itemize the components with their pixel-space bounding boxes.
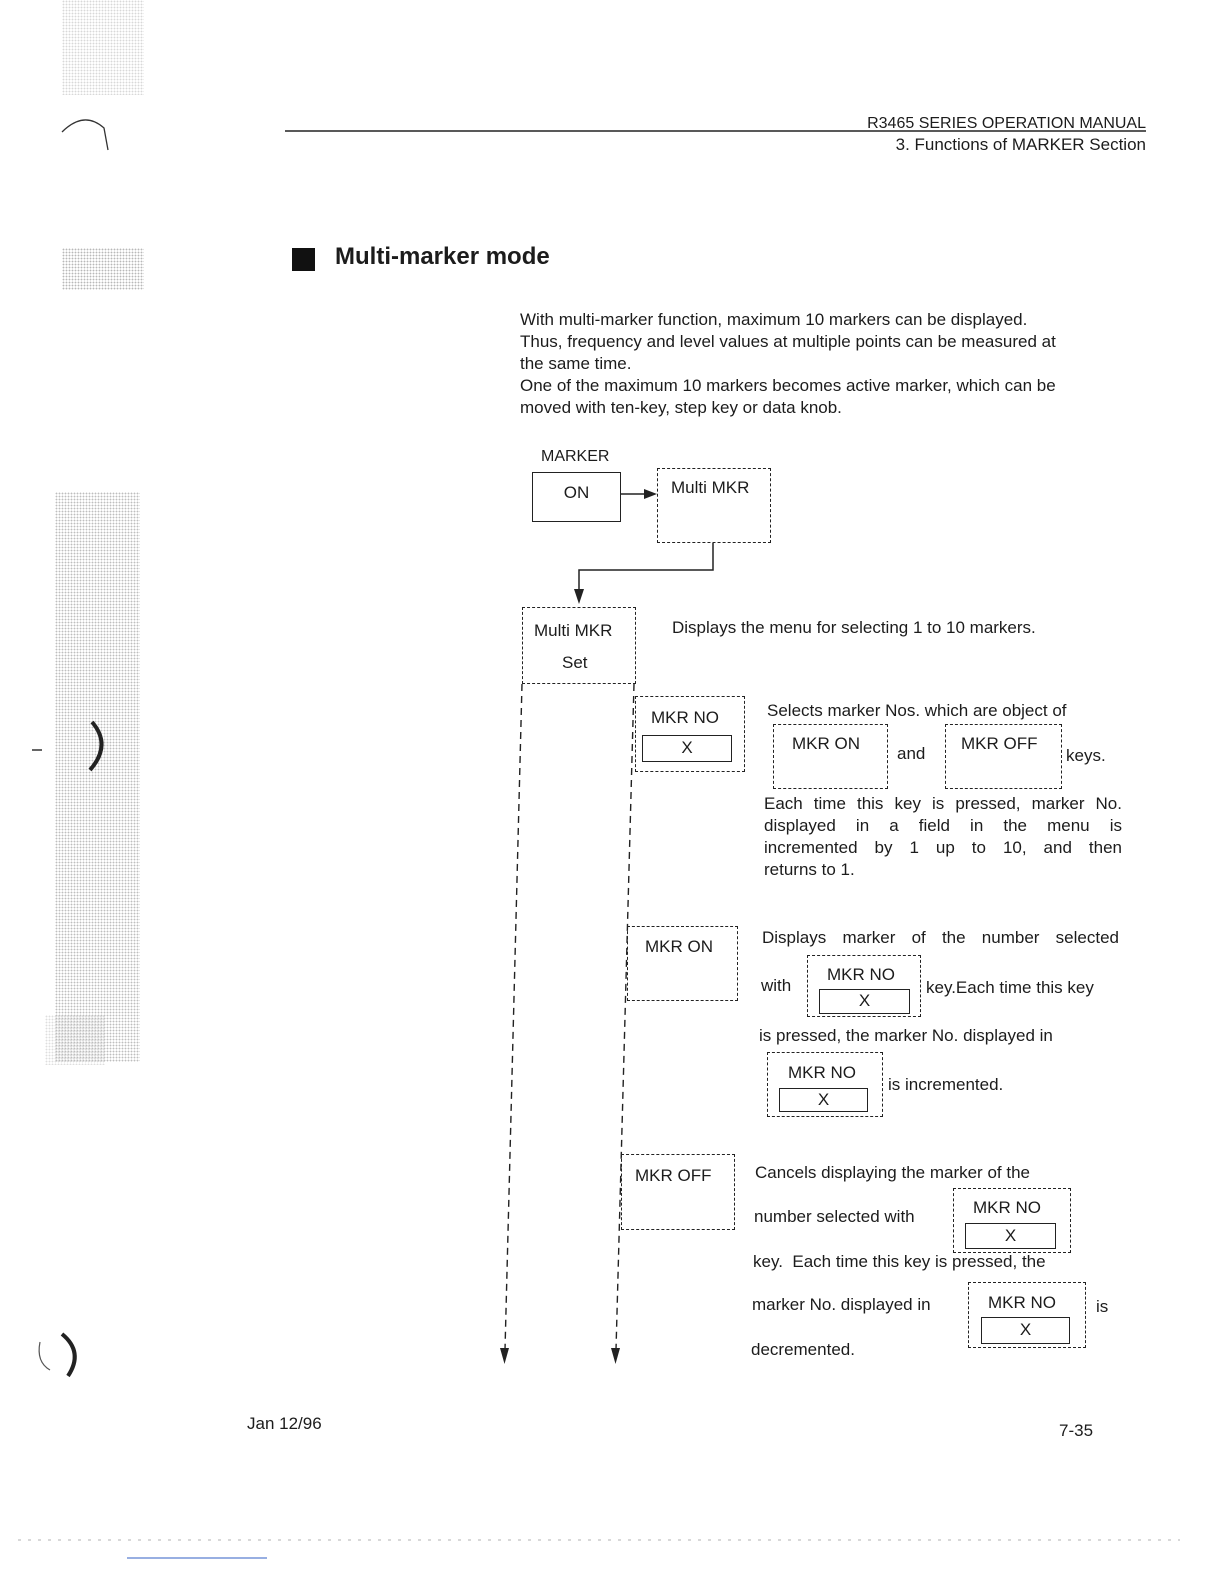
mkr-no-description-first: Selects marker Nos. which are object of <box>767 701 1067 720</box>
mkr-off-softkey <box>621 1154 735 1230</box>
mkr-on-reference-key <box>773 724 888 789</box>
on-key-label: ON <box>563 483 590 502</box>
section-title: 3. Functions of MARKER Section <box>895 135 1146 154</box>
mkr-off-description-line2: number selected with <box>754 1207 915 1226</box>
scan-artifact-top-curve <box>62 120 108 150</box>
mkr-on-softkey-label: MKR ON <box>645 937 713 956</box>
scan-artifact-bottom-curve <box>62 1334 75 1376</box>
multi-mkr-set-description: Displays the menu for selecting 1 to 10 markers. <box>672 618 1036 637</box>
left-flow-arrowhead <box>500 1348 509 1364</box>
mkr-on-description-first: Displays marker of the number selected <box>762 928 1119 947</box>
mkr-no-reference-field: X <box>779 1088 868 1112</box>
multi-mkr-softkey-label: Multi MKR <box>671 478 750 497</box>
mkr-off-description-end: decremented. <box>751 1340 855 1359</box>
mkr-on-reference-label: MKR ON <box>792 734 860 753</box>
mkr-no-reference-field: X <box>965 1223 1056 1249</box>
left-flow-line <box>505 684 522 1350</box>
mkr-no-reference-key <box>953 1188 1071 1253</box>
mkr-no-description-line: Each time this key is pressed, marker No. <box>764 794 1122 813</box>
page-heading: Multi-marker mode <box>335 243 550 270</box>
right-flow-line <box>616 684 634 1350</box>
mkr-no-reference-label: MKR NO <box>988 1293 1056 1312</box>
scan-artifact-bottom-arc <box>39 1342 50 1370</box>
mkr-on-description-line3: is pressed, the marker No. displayed in <box>759 1026 1053 1045</box>
mkr-no-softkey <box>635 696 745 772</box>
mkr-off-softkey-label: MKR OFF <box>635 1166 712 1185</box>
scan-noise-lower <box>45 1015 105 1065</box>
mkr-off-reference-label: MKR OFF <box>961 734 1038 753</box>
on-to-multi-mkr-arrowhead <box>644 489 657 499</box>
scan-noise-top <box>62 0 144 95</box>
heading-bullet-square <box>292 248 315 271</box>
intro-line: Thus, frequency and level values at multiple points can be measured at <box>520 332 1056 351</box>
scan-noise-upper <box>62 248 144 290</box>
mkr-off-description-line4: marker No. displayed in <box>752 1295 931 1314</box>
page-number: 7-35 <box>1059 1421 1094 1440</box>
mkr-no-reference-field: X <box>981 1317 1070 1344</box>
mkr-no-reference-key <box>767 1052 883 1117</box>
multi-mkr-set-label-line1: Multi MKR <box>534 621 613 640</box>
mkr-on-description-after-key: key.Each time this key <box>926 978 1094 997</box>
mkr-no-reference-key <box>807 955 921 1017</box>
mkr-on-softkey <box>627 926 738 1001</box>
with-text: with <box>761 976 792 995</box>
mkr-no-reference-label: MKR NO <box>788 1063 856 1082</box>
mkr-no-description-line: displayed in a field in the menu is <box>764 816 1122 835</box>
mkr-no-reference-key <box>968 1282 1086 1348</box>
mkr-off-description-line3: key. Each time this key is pressed, the <box>753 1252 1046 1271</box>
intro-line: the same time. <box>520 354 632 373</box>
multi-mkr-set-softkey <box>522 607 636 684</box>
mkr-no-reference-label: MKR NO <box>827 965 895 984</box>
and-text: and <box>897 744 926 763</box>
multi-mkr-to-set-connector <box>579 543 713 592</box>
mkr-no-description-line: incremented by 1 up to 10, and then <box>764 838 1122 857</box>
mkr-off-description-first: Cancels displaying the marker of the <box>755 1163 1030 1182</box>
mkr-no-reference-field: X <box>819 989 910 1014</box>
multi-mkr-set-label-line2: Set <box>562 653 588 672</box>
mkr-off-description-is: is <box>1096 1297 1109 1316</box>
mkr-no-description-line: returns to 1. <box>764 860 855 879</box>
footer-date: Jan 12/96 <box>247 1414 322 1433</box>
on-key <box>532 472 621 522</box>
multi-mkr-softkey <box>657 468 771 543</box>
intro-line: With multi-marker function, maximum 10 markers can be displayed. <box>520 310 1028 329</box>
marker-panel-label: MARKER <box>541 448 610 465</box>
mkr-no-field: X <box>642 735 732 762</box>
right-flow-arrowhead <box>611 1348 620 1364</box>
mkr-off-reference-key <box>945 724 1062 789</box>
intro-line: One of the maximum 10 markers becomes active marker, which can be <box>520 376 1056 395</box>
mkr-on-description-end: is incremented. <box>888 1075 1004 1094</box>
manual-title: R3465 SERIES OPERATION MANUAL <box>867 115 1146 132</box>
keys-text: keys. <box>1066 746 1106 765</box>
scan-noise-strip <box>55 492 140 1062</box>
multi-mkr-to-set-arrowhead <box>574 589 584 604</box>
mkr-no-reference-label: MKR NO <box>973 1198 1041 1217</box>
mkr-no-softkey-label: MKR NO <box>651 708 719 727</box>
intro-line: moved with ten-key, step key or data knob. <box>520 398 842 417</box>
